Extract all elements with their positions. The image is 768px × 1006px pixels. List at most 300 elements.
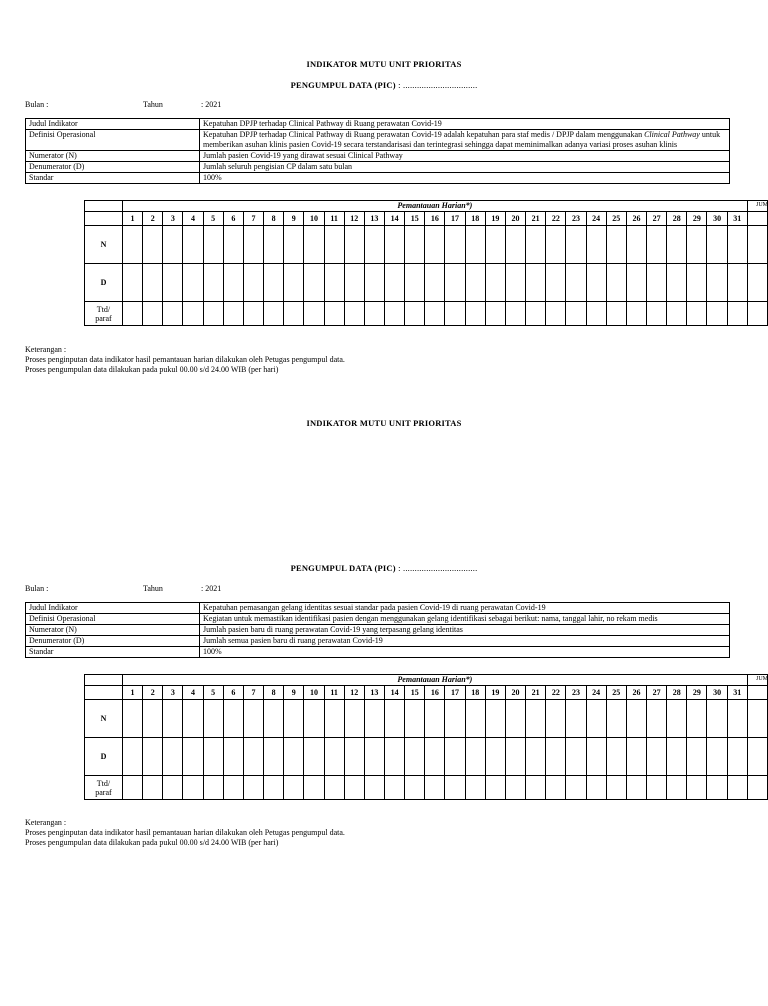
jumlah-cell[interactable] [747, 700, 767, 738]
entry-cell[interactable] [707, 226, 727, 264]
entry-cell[interactable] [122, 302, 142, 326]
row-n-label: N [85, 226, 123, 264]
day-number: 17 [445, 212, 465, 226]
entry-cell[interactable] [667, 700, 687, 738]
label-definisi: Definisi Operasional [26, 614, 200, 625]
entry-cell[interactable] [324, 700, 344, 738]
entry-cell[interactable] [707, 776, 727, 800]
entry-cell[interactable] [384, 302, 404, 326]
entry-cell[interactable] [566, 226, 586, 264]
entry-cell[interactable] [384, 264, 404, 302]
entry-cell[interactable] [364, 264, 384, 302]
entry-cell[interactable] [203, 776, 223, 800]
entry-cell[interactable] [505, 738, 525, 776]
entry-cell[interactable] [364, 302, 384, 326]
day-number: 8 [264, 212, 284, 226]
entry-cell[interactable] [445, 226, 465, 264]
entry-cell[interactable] [324, 776, 344, 800]
row-n [85, 226, 768, 264]
definisi-text-a: Kepatuhan DPJP terhadap Clinical Pathway di Ruang perawatan Covid-19 adalah kepatuhan para staf medis / DPJP dalam menggunakan [203, 130, 645, 139]
monitor-corner [85, 686, 123, 700]
tahun-label: Tahun [143, 100, 163, 109]
entry-cell[interactable] [586, 776, 606, 800]
entry-cell[interactable] [143, 302, 163, 326]
entry-cell[interactable] [163, 776, 183, 800]
entry-cell[interactable] [445, 264, 465, 302]
entry-cell[interactable] [667, 302, 687, 326]
entry-cell[interactable] [445, 738, 465, 776]
entry-cell[interactable] [344, 776, 364, 800]
entry-cell[interactable] [465, 738, 485, 776]
entry-cell[interactable] [304, 738, 324, 776]
entry-cell[interactable] [485, 700, 505, 738]
entry-cell[interactable] [647, 226, 667, 264]
entry-cell[interactable] [143, 700, 163, 738]
pic-value: : ................................ [395, 563, 478, 573]
entry-cell[interactable] [223, 776, 243, 800]
entry-cell[interactable] [324, 226, 344, 264]
row-definisi [26, 130, 730, 151]
keterangan-title: Keterangan : [25, 818, 67, 827]
entry-cell[interactable] [707, 302, 727, 326]
entry-cell[interactable] [203, 700, 223, 738]
entry-cell[interactable] [223, 700, 243, 738]
entry-cell[interactable] [344, 264, 364, 302]
tahun-value: : 2021 [201, 100, 222, 109]
entry-cell[interactable] [384, 738, 404, 776]
entry-cell[interactable] [425, 700, 445, 738]
label-judul: Judul Indikator [26, 603, 200, 614]
entry-cell[interactable] [243, 700, 263, 738]
pic-line-2 [0, 563, 768, 573]
monitor-corner [85, 212, 123, 226]
row-definisi [26, 614, 730, 625]
entry-cell[interactable] [606, 738, 626, 776]
entry-cell[interactable] [687, 700, 707, 738]
entry-cell[interactable] [344, 700, 364, 738]
entry-cell[interactable] [284, 302, 304, 326]
day-number: 25 [606, 686, 626, 700]
entry-cell[interactable] [626, 738, 646, 776]
entry-cell[interactable] [405, 226, 425, 264]
entry-cell[interactable] [647, 700, 667, 738]
keterangan-1 [25, 345, 345, 375]
entry-cell[interactable] [566, 776, 586, 800]
entry-cell[interactable] [143, 776, 163, 800]
entry-cell[interactable] [727, 302, 747, 326]
entry-cell[interactable] [284, 700, 304, 738]
day-number: 19 [485, 686, 505, 700]
entry-cell[interactable] [667, 226, 687, 264]
entry-cell[interactable] [526, 302, 546, 326]
row-ttd [85, 776, 768, 800]
entry-cell[interactable] [384, 700, 404, 738]
entry-cell[interactable] [485, 226, 505, 264]
entry-cell[interactable] [163, 302, 183, 326]
entry-cell[interactable] [626, 226, 646, 264]
keterangan-2 [25, 818, 345, 848]
entry-cell[interactable] [183, 226, 203, 264]
entry-cell[interactable] [505, 776, 525, 800]
entry-cell[interactable] [284, 226, 304, 264]
entry-cell[interactable] [264, 226, 284, 264]
entry-cell[interactable] [445, 776, 465, 800]
value-judul: Kepatuhan pemasangan gelang identitas sesuai standar pada pasien Covid-19 di ruang perawatan Covid-19 [200, 603, 730, 614]
entry-cell[interactable] [566, 700, 586, 738]
entry-cell[interactable] [546, 776, 566, 800]
entry-cell[interactable] [304, 302, 324, 326]
entry-cell[interactable] [566, 738, 586, 776]
entry-cell[interactable] [243, 302, 263, 326]
entry-cell[interactable] [526, 700, 546, 738]
jumlah-header-1: JUM [756, 202, 768, 208]
entry-cell[interactable] [546, 302, 566, 326]
day-number: 22 [546, 686, 566, 700]
day-number: 14 [384, 212, 404, 226]
entry-cell[interactable] [203, 302, 223, 326]
day-number: 9 [284, 212, 304, 226]
entry-cell[interactable] [183, 700, 203, 738]
entry-cell[interactable] [626, 700, 646, 738]
entry-cell[interactable] [626, 302, 646, 326]
day-number: 7 [243, 212, 263, 226]
day-number: 27 [647, 686, 667, 700]
entry-cell[interactable] [647, 776, 667, 800]
entry-cell[interactable] [425, 776, 445, 800]
day-number: 2 [143, 212, 163, 226]
day-number: 15 [405, 212, 425, 226]
entry-cell[interactable] [364, 226, 384, 264]
day-number: 18 [465, 686, 485, 700]
day-number: 10 [304, 212, 324, 226]
day-number: 6 [223, 212, 243, 226]
entry-cell[interactable] [243, 226, 263, 264]
day-number: 9 [284, 686, 304, 700]
day-number: 11 [324, 212, 344, 226]
row-d-label: D [85, 738, 123, 776]
entry-cell[interactable] [183, 302, 203, 326]
entry-cell[interactable] [727, 776, 747, 800]
entry-cell[interactable] [626, 776, 646, 800]
entry-cell[interactable] [122, 776, 142, 800]
entry-cell[interactable] [586, 302, 606, 326]
day-number: 2 [143, 686, 163, 700]
entry-cell[interactable] [485, 302, 505, 326]
entry-cell[interactable] [223, 302, 243, 326]
row-d [85, 738, 768, 776]
entry-cell[interactable] [727, 264, 747, 302]
entry-cell[interactable] [566, 264, 586, 302]
entry-cell[interactable] [405, 700, 425, 738]
ttd-label [85, 302, 123, 326]
entry-cell[interactable] [727, 226, 747, 264]
entry-cell[interactable] [143, 226, 163, 264]
monitor-header: Pemantauan Harian*) [122, 675, 747, 686]
entry-cell[interactable] [163, 264, 183, 302]
entry-cell[interactable] [122, 264, 142, 302]
keterangan-line: Proses penginputan data indikator hasil pemantauan harian dilakukan oleh Petugas pengumpul data. [25, 828, 345, 837]
entry-cell[interactable] [485, 264, 505, 302]
day-number: 7 [243, 686, 263, 700]
entry-cell[interactable] [183, 264, 203, 302]
day-number: 29 [687, 212, 707, 226]
entry-cell[interactable] [485, 776, 505, 800]
entry-cell[interactable] [344, 226, 364, 264]
row-ttd [85, 302, 768, 326]
entry-cell[interactable] [606, 226, 626, 264]
day-number: 13 [364, 212, 384, 226]
day-number: 18 [465, 212, 485, 226]
ttd-label-line: paraf [95, 313, 112, 323]
entry-cell[interactable] [223, 264, 243, 302]
label-denumerator: Denumerator (D) [26, 162, 200, 173]
entry-cell[interactable] [465, 226, 485, 264]
day-number: 30 [707, 212, 727, 226]
entry-cell[interactable] [505, 302, 525, 326]
row-judul [26, 119, 730, 130]
entry-cell[interactable] [304, 264, 324, 302]
value-definisi: Kegiatan untuk memastikan identifikasi pasien dengan menggunakan gelang identifikasi sebagai berikut: nama, tanggal lahir, no rekam medis [200, 614, 730, 625]
entry-cell[interactable] [163, 226, 183, 264]
value-denumerator: Jumlah seluruh pengisian CP dalam satu bulan [200, 162, 730, 173]
entry-cell[interactable] [707, 264, 727, 302]
day-number: 13 [364, 686, 384, 700]
ttd-label-line: Ttd/ [96, 304, 111, 314]
entry-cell[interactable] [304, 700, 324, 738]
entry-cell[interactable] [505, 700, 525, 738]
value-definisi [200, 130, 730, 151]
day-number: 24 [586, 212, 606, 226]
entry-cell[interactable] [425, 738, 445, 776]
entry-cell[interactable] [324, 738, 344, 776]
day-number: 1 [122, 212, 142, 226]
entry-cell[interactable] [203, 738, 223, 776]
entry-cell[interactable] [606, 700, 626, 738]
entry-cell[interactable] [122, 738, 142, 776]
day-number: 20 [505, 212, 525, 226]
entry-cell[interactable] [687, 264, 707, 302]
day-number: 14 [384, 686, 404, 700]
indicator-table-2 [25, 602, 730, 658]
entry-cell[interactable] [284, 264, 304, 302]
monitor-header: Pemantauan Harian*) [122, 201, 747, 212]
entry-cell[interactable] [143, 738, 163, 776]
entry-cell[interactable] [546, 264, 566, 302]
entry-cell[interactable] [606, 776, 626, 800]
ttd-label-line: paraf [95, 787, 112, 797]
entry-cell[interactable] [344, 302, 364, 326]
entry-cell[interactable] [284, 738, 304, 776]
entry-cell[interactable] [122, 700, 142, 738]
entry-cell[interactable] [647, 302, 667, 326]
entry-cell[interactable] [647, 264, 667, 302]
entry-cell[interactable] [264, 776, 284, 800]
day-number: 4 [183, 686, 203, 700]
bulan-label: Bulan : [25, 584, 49, 593]
day-number: 5 [203, 212, 223, 226]
day-number: 29 [687, 686, 707, 700]
entry-cell[interactable] [264, 738, 284, 776]
entry-cell[interactable] [324, 302, 344, 326]
entry-cell[interactable] [606, 302, 626, 326]
entry-cell[interactable] [243, 264, 263, 302]
keterangan-line: Proses pengumpulan data dilakukan pada pukul 00.00 s/d 24.00 WIB (per hari) [25, 838, 279, 847]
entry-cell[interactable] [183, 738, 203, 776]
pic-label: PENGUMPUL DATA (PIC) [290, 80, 396, 90]
jumlah-header-2: JUM [756, 676, 768, 682]
jumlah-cell [747, 212, 767, 226]
entry-cell[interactable] [727, 738, 747, 776]
label-numerator: Numerator (N) [26, 625, 200, 636]
day-number: 26 [626, 212, 646, 226]
entry-cell[interactable] [546, 226, 566, 264]
entry-cell[interactable] [425, 264, 445, 302]
entry-cell[interactable] [445, 302, 465, 326]
entry-cell[interactable] [586, 264, 606, 302]
entry-cell[interactable] [425, 302, 445, 326]
row-judul [26, 603, 730, 614]
entry-cell[interactable] [707, 700, 727, 738]
page-title-1: INDIKATOR MUTU UNIT PRIORITAS [306, 59, 462, 69]
entry-cell[interactable] [203, 226, 223, 264]
entry-cell[interactable] [526, 226, 546, 264]
page-title-2: INDIKATOR MUTU UNIT PRIORITAS [306, 418, 462, 428]
jumlah-cell[interactable] [747, 738, 767, 776]
jumlah-cell[interactable] [747, 226, 767, 264]
entry-cell[interactable] [465, 776, 485, 800]
monitor-corner [85, 201, 123, 212]
jumlah-cell[interactable] [747, 776, 767, 800]
entry-cell[interactable] [122, 226, 142, 264]
day-number: 1 [122, 686, 142, 700]
entry-cell[interactable] [667, 776, 687, 800]
entry-cell[interactable] [405, 738, 425, 776]
entry-cell[interactable] [667, 738, 687, 776]
jumlah-cell[interactable] [747, 264, 767, 302]
day-number: 28 [667, 212, 687, 226]
entry-cell[interactable] [546, 738, 566, 776]
row-numerator [26, 151, 730, 162]
row-d [85, 264, 768, 302]
day-number: 27 [647, 212, 667, 226]
entry-cell[interactable] [727, 700, 747, 738]
keterangan-line: Proses pengumpulan data dilakukan pada pukul 00.00 s/d 24.00 WIB (per hari) [25, 365, 279, 374]
entry-cell[interactable] [586, 226, 606, 264]
tahun-label: Tahun [143, 584, 163, 593]
label-standar: Standar [26, 647, 200, 658]
entry-cell[interactable] [465, 302, 485, 326]
entry-cell[interactable] [425, 226, 445, 264]
entry-cell[interactable] [526, 776, 546, 800]
day-number: 16 [425, 686, 445, 700]
row-n-label: N [85, 700, 123, 738]
monitoring-table-2 [84, 674, 768, 800]
day-number: 25 [606, 212, 626, 226]
entry-cell[interactable] [505, 226, 525, 264]
entry-cell[interactable] [586, 700, 606, 738]
value-numerator: Jumlah pasien baru di ruang perawatan Covid-19 yang terpasang gelang identitas [200, 625, 730, 636]
entry-cell[interactable] [445, 700, 465, 738]
label-judul: Judul Indikator [26, 119, 200, 130]
day-number: 30 [707, 686, 727, 700]
entry-cell[interactable] [284, 776, 304, 800]
entry-cell[interactable] [203, 264, 223, 302]
entry-cell[interactable] [304, 776, 324, 800]
entry-cell[interactable] [264, 264, 284, 302]
entry-cell[interactable] [264, 302, 284, 326]
entry-cell[interactable] [526, 738, 546, 776]
entry-cell[interactable] [405, 776, 425, 800]
entry-cell[interactable] [687, 226, 707, 264]
entry-cell[interactable] [163, 738, 183, 776]
entry-cell[interactable] [566, 302, 586, 326]
entry-cell[interactable] [606, 264, 626, 302]
entry-cell[interactable] [626, 264, 646, 302]
entry-cell[interactable] [687, 302, 707, 326]
entry-cell[interactable] [465, 700, 485, 738]
entry-cell[interactable] [647, 738, 667, 776]
entry-cell[interactable] [485, 738, 505, 776]
entry-cell[interactable] [163, 700, 183, 738]
entry-cell[interactable] [143, 264, 163, 302]
entry-cell[interactable] [344, 738, 364, 776]
entry-cell[interactable] [223, 738, 243, 776]
entry-cell[interactable] [465, 264, 485, 302]
entry-cell[interactable] [687, 738, 707, 776]
entry-cell[interactable] [304, 226, 324, 264]
entry-cell[interactable] [384, 776, 404, 800]
entry-cell[interactable] [505, 264, 525, 302]
entry-cell[interactable] [526, 264, 546, 302]
entry-cell[interactable] [324, 264, 344, 302]
day-number: 4 [183, 212, 203, 226]
day-number: 8 [264, 686, 284, 700]
entry-cell[interactable] [243, 776, 263, 800]
ttd-label [85, 776, 123, 800]
row-numerator [26, 625, 730, 636]
entry-cell[interactable] [546, 700, 566, 738]
tahun-value: : 2021 [201, 584, 222, 593]
entry-cell[interactable] [667, 264, 687, 302]
jumlah-cell[interactable] [747, 302, 767, 326]
entry-cell[interactable] [223, 226, 243, 264]
entry-cell[interactable] [264, 700, 284, 738]
pic-label: PENGUMPUL DATA (PIC) [290, 563, 396, 573]
entry-cell[interactable] [687, 776, 707, 800]
day-number: 11 [324, 686, 344, 700]
entry-cell[interactable] [405, 302, 425, 326]
day-number: 12 [344, 212, 364, 226]
day-number: 24 [586, 686, 606, 700]
row-n [85, 700, 768, 738]
indicator-table-1 [25, 118, 730, 184]
entry-cell[interactable] [243, 738, 263, 776]
row-standar [26, 647, 730, 658]
entry-cell[interactable] [405, 264, 425, 302]
entry-cell[interactable] [586, 738, 606, 776]
row-d-label: D [85, 264, 123, 302]
entry-cell[interactable] [364, 700, 384, 738]
entry-cell[interactable] [384, 226, 404, 264]
entry-cell[interactable] [364, 776, 384, 800]
entry-cell[interactable] [707, 738, 727, 776]
day-number: 20 [505, 686, 525, 700]
entry-cell[interactable] [364, 738, 384, 776]
day-number: 28 [667, 686, 687, 700]
keterangan-line: Proses penginputan data indikator hasil pemantauan harian dilakukan oleh Petugas pengumpul data. [25, 355, 345, 364]
entry-cell[interactable] [183, 776, 203, 800]
day-number: 23 [566, 686, 586, 700]
